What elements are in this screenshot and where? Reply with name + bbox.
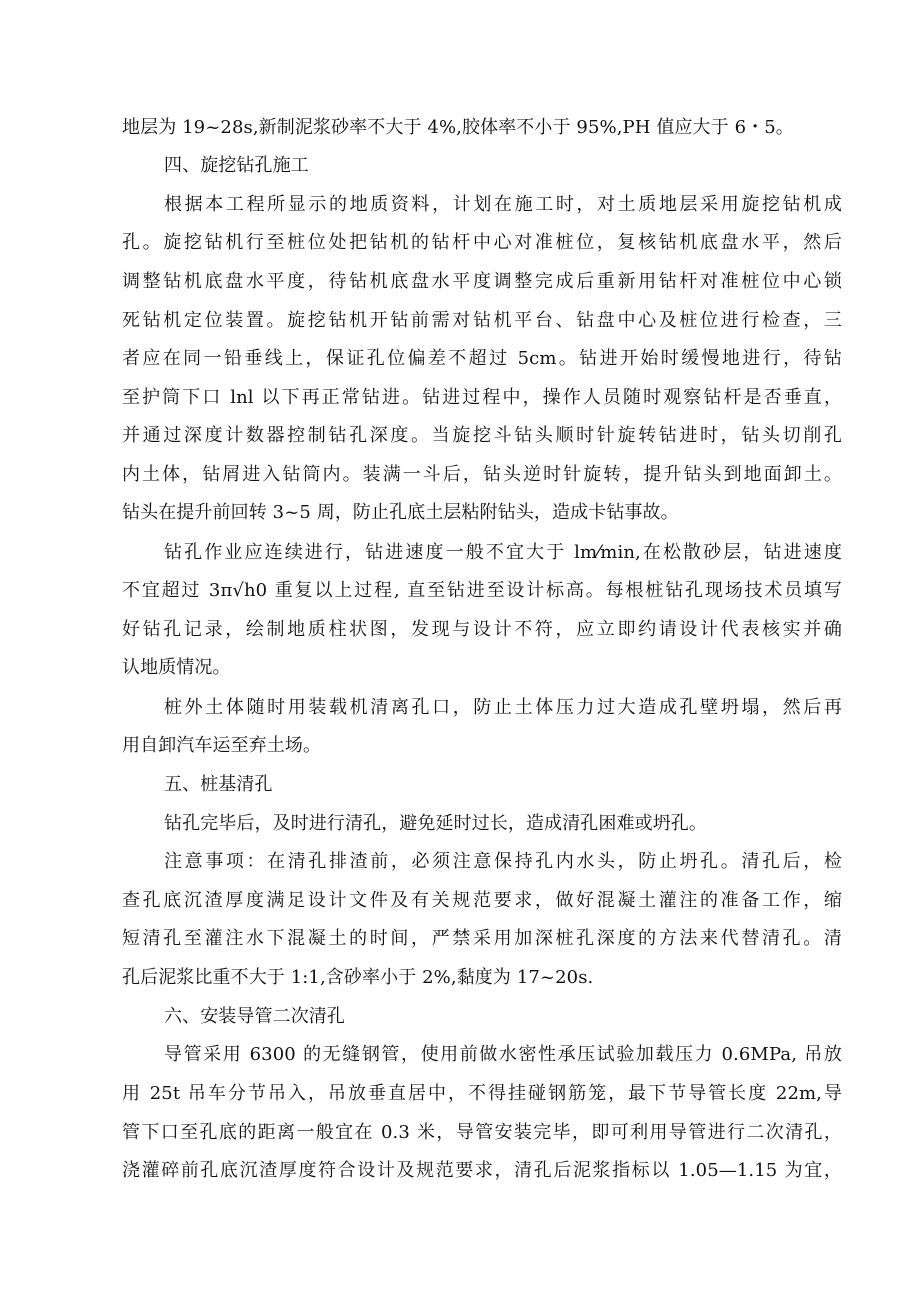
body-text-line: 查孔底沉渣厚度满足设计文件及有关规范要求，做好混凝土灌注的准备工作，缩	[122, 890, 842, 911]
body-text-line: 根据本工程所显示的地质资料，计划在施工时，对土质地层采用旋挖钻机成	[164, 194, 842, 215]
body-text-line: 调整钻机底盘水平度，待钻机底盘水平度调整完成后重新用钻杆对准桩位中心锁	[122, 271, 842, 292]
body-text-line: 钻孔作业应连续进行，钻进速度一般不宜大于 lm⁄min,在松散砂层，钻进速度	[164, 542, 842, 563]
body-text-line: 内土体，钻屑进入钻筒内。装满一斗后，钻头逆时针旋转，提升钻头到地面卸土。	[122, 464, 842, 485]
body-text-line: 不宜超过 3π√h0 重复以上过程, 直至钻进至设计标高。每根桩钻孔现场技术员填写	[122, 580, 842, 601]
body-text-line: 注意事项：在清孔排渣前，必须注意保持孔内水头，防止坍孔。清孔后，检	[164, 851, 842, 872]
body-text-line: 用 25t 吊车分节吊入，吊放垂直居中，不得挂碰钢筋笼，最下节导管长度 22m,导	[122, 1083, 842, 1104]
section-heading-conduit-install: 六、安装导管二次清孔	[164, 1006, 345, 1027]
body-text-line: 短清孔至灌注水下混凝土的时间，严禁采用加深桩孔深度的方法来代替清孔。清	[122, 928, 842, 949]
body-text-line: 认地质情况。	[122, 657, 231, 678]
body-text-line: 至护筒下口 lnl 以下再正常钻进。钻进过程中，操作人员随时观察钻杆是否垂直，	[122, 387, 842, 408]
section-heading-rotary-drilling: 四、旋挖钻孔施工	[164, 155, 309, 176]
body-text-line: 管下口至孔底的距离一般宜在 0.3 米，导管安装完毕，即可利用导管进行二次清孔，	[122, 1122, 842, 1143]
body-text-line: 用自卸汽车运至弃土场。	[122, 735, 322, 756]
body-text-line: 浇灌碎前孔底沉渣厚度符合设计及规范要求，清孔后泥浆指标以 1.05—1.15 为宜，	[122, 1160, 842, 1181]
body-text-line: 死钻机定位装置。旋挖钻机开钻前需对钻机平台、钻盘中心及桩位进行检查，三	[122, 310, 842, 331]
body-text-line: 孔。旋挖钻机行至桩位处把钻机的钻杆中心对准桩位，复核钻机底盘水平，然后	[122, 232, 842, 253]
body-text-line: 者应在同一铅垂线上，保证孔位偏差不超过 5cm。钻进开始时缓慢地进行，待钻	[122, 348, 842, 369]
body-text-line: 好钻孔记录，绘制地质柱状图，发现与设计不符，应立即约请设计代表核实并确	[122, 619, 842, 640]
body-text-line: 导管采用 6300 的无缝钢管，使用前做水密性承压试验加载压力 0.6MPa, 吊放	[164, 1044, 842, 1065]
body-text-line: 地层为 19~28s,新制泥浆砂率不大于 4%,胶体率不小于 95%,PH 值应大于 6・5。	[122, 117, 794, 138]
body-text-line: 孔后泥浆比重不大于 1:1,含砂率小于 2%,黏度为 17~20s.	[122, 967, 594, 988]
section-heading-pile-cleaning: 五、桩基清孔	[164, 774, 273, 795]
body-text-line: 并通过深度计数器控制钻孔深度。当旋挖斗钻头顺时针旋转钻进时，钻头切削孔	[122, 425, 842, 446]
body-text-line: 桩外土体随时用装载机清离孔口，防止土体压力过大造成孔壁坍塌，然后再	[164, 697, 842, 718]
body-text-line: 钻头在提升前回转 3~5 周，防止孔底土层粘附钻头，造成卡钻事故。	[122, 502, 679, 523]
body-text-line: 钻孔完毕后，及时进行清孔，避免延时过长，造成清孔困难或坍孔。	[164, 813, 707, 834]
